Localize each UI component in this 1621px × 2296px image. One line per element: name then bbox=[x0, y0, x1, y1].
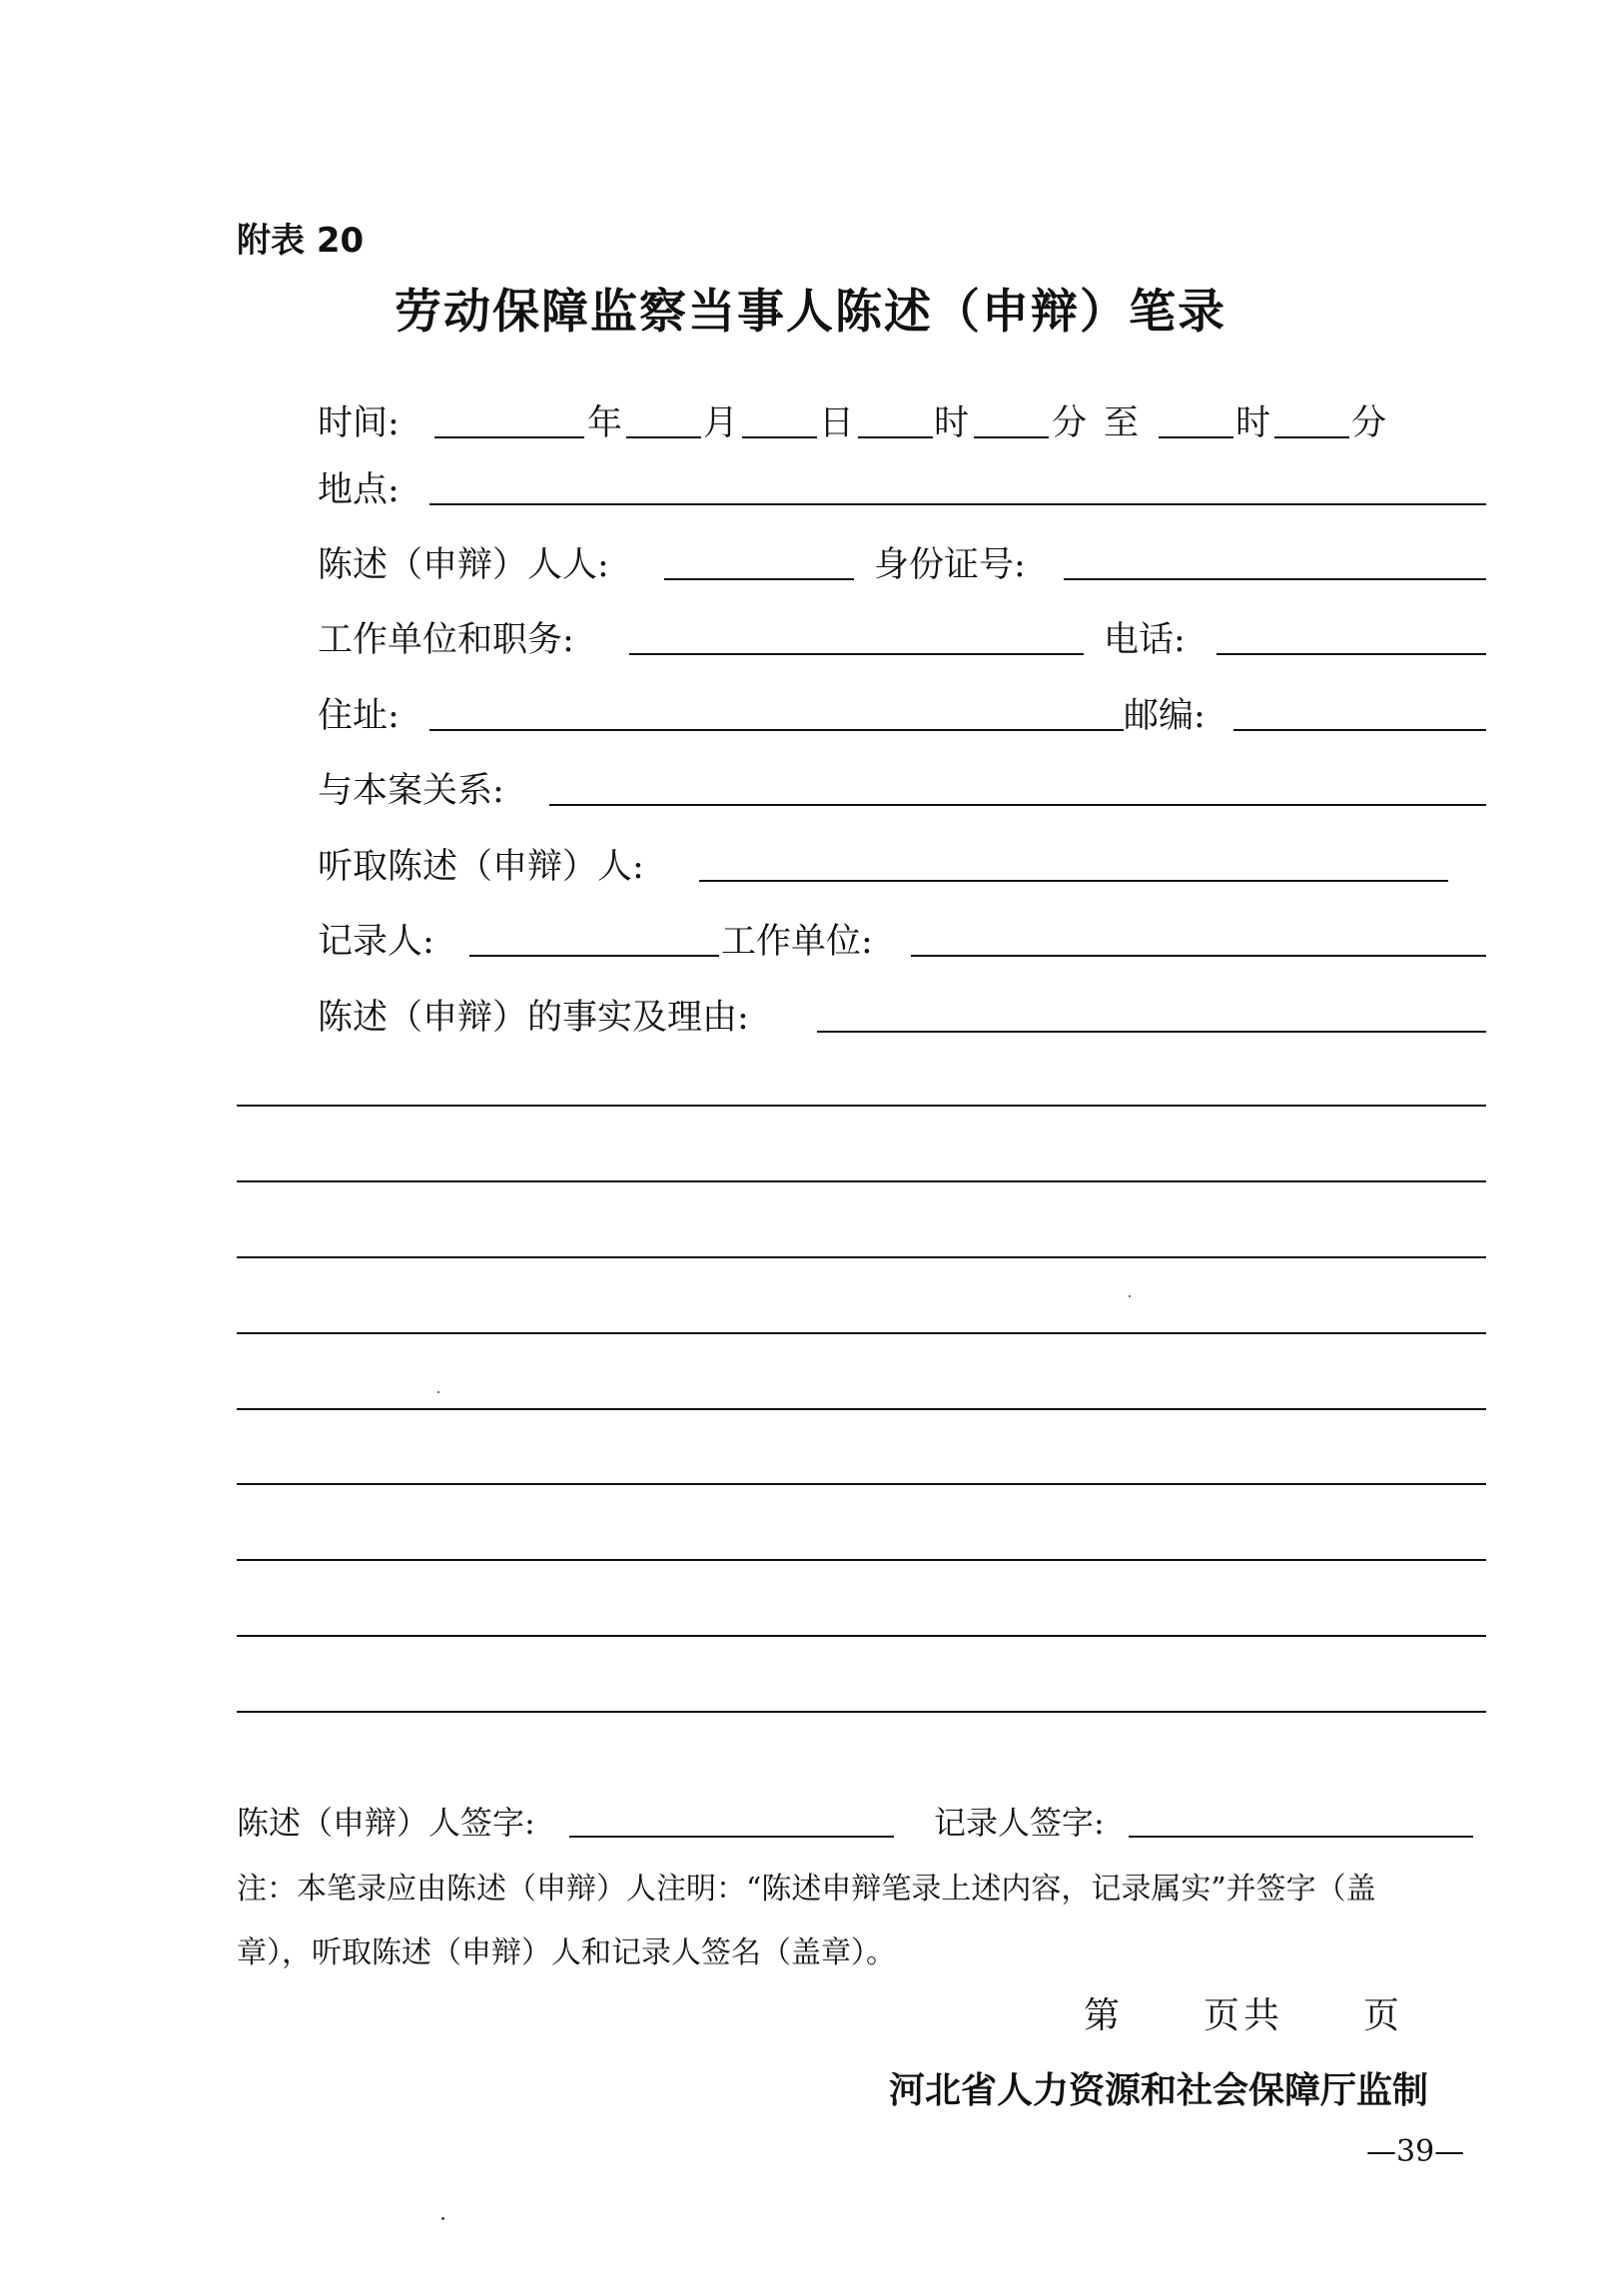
address-label: 住址: bbox=[318, 696, 400, 736]
recorder-field[interactable] bbox=[469, 955, 719, 957]
recorder-label: 记录人: bbox=[318, 922, 434, 962]
day-field[interactable] bbox=[742, 436, 817, 438]
hour2-field[interactable] bbox=[1159, 436, 1233, 438]
writing-line[interactable] bbox=[237, 1635, 1486, 1637]
day-label: 日 bbox=[819, 403, 855, 443]
form-title: 劳动保障监察当事人陈述（申辩）笔录 bbox=[395, 285, 1226, 340]
address-field[interactable] bbox=[429, 729, 1124, 731]
writing-line[interactable] bbox=[237, 1711, 1486, 1713]
speaker-signature-field[interactable] bbox=[569, 1836, 894, 1838]
scan-speck bbox=[1129, 1295, 1131, 1297]
appendix-label: 附表 20 bbox=[237, 221, 365, 261]
pagination: 第 页共 页 bbox=[1084, 1995, 1404, 2036]
id-number-field[interactable] bbox=[1064, 578, 1486, 580]
speaker-field[interactable] bbox=[664, 578, 854, 580]
listener-field[interactable] bbox=[699, 880, 1448, 882]
to-label: 至 bbox=[1104, 403, 1140, 443]
issuer-footer: 河北省人力资源和社会保障厅监制 bbox=[889, 2070, 1429, 2111]
speaker-label: 陈述（申辩）人人: bbox=[318, 545, 609, 585]
relation-label: 与本案关系: bbox=[318, 771, 504, 811]
minute-field[interactable] bbox=[974, 436, 1049, 438]
recorder-unit-field[interactable] bbox=[911, 955, 1486, 957]
writing-line[interactable] bbox=[237, 1180, 1486, 1182]
listener-label: 听取陈述（申辩）人: bbox=[318, 847, 644, 887]
note-line-1: 注：本笔录应由陈述（申辩）人注明：“陈述申辩笔录上述内容，记录属实”并签字（盖 bbox=[237, 1872, 1376, 1907]
writing-line[interactable] bbox=[237, 1105, 1486, 1107]
place-label: 地点: bbox=[318, 470, 400, 510]
hour-label: 时 bbox=[934, 403, 970, 443]
facts-field[interactable] bbox=[817, 1031, 1486, 1033]
writing-line[interactable] bbox=[237, 1332, 1486, 1334]
minute-label: 分 bbox=[1052, 403, 1088, 443]
note-line-2: 章），听取陈述（申辩）人和记录人签名（盖章）。 bbox=[237, 1935, 896, 1970]
time-label: 时间: bbox=[318, 403, 400, 443]
hour2-label: 时 bbox=[1235, 403, 1271, 443]
work-field[interactable] bbox=[629, 653, 1084, 655]
year-label: 年 bbox=[587, 403, 623, 443]
phone-field[interactable] bbox=[1216, 653, 1486, 655]
recorder-signature-field[interactable] bbox=[1129, 1836, 1473, 1838]
recorder-unit-label: 工作单位: bbox=[721, 922, 873, 962]
scan-speck bbox=[441, 2217, 444, 2220]
writing-line[interactable] bbox=[237, 1559, 1486, 1561]
writing-line[interactable] bbox=[237, 1408, 1486, 1410]
recorder-signature-label: 记录人签字: bbox=[934, 1804, 1105, 1842]
id-number-label: 身份证号: bbox=[874, 545, 1026, 585]
month-field[interactable] bbox=[626, 436, 701, 438]
writing-line[interactable] bbox=[237, 1256, 1486, 1258]
hour-field[interactable] bbox=[858, 436, 933, 438]
postcode-label: 邮编: bbox=[1124, 696, 1206, 736]
relation-field[interactable] bbox=[549, 804, 1486, 806]
scan-speck bbox=[437, 1391, 439, 1393]
minute2-label: 分 bbox=[1351, 403, 1387, 443]
place-field[interactable] bbox=[429, 503, 1486, 505]
facts-label: 陈述（申辩）的事实及理由: bbox=[318, 998, 749, 1038]
writing-line[interactable] bbox=[237, 1483, 1486, 1485]
phone-label: 电话: bbox=[1104, 620, 1186, 660]
speaker-signature-label: 陈述（申辩）人签字: bbox=[237, 1804, 535, 1842]
year-field[interactable] bbox=[434, 436, 584, 438]
work-label: 工作单位和职务: bbox=[318, 620, 574, 660]
month-label: 月 bbox=[703, 403, 739, 443]
minute2-field[interactable] bbox=[1274, 436, 1349, 438]
page-number: —39— bbox=[1366, 2134, 1465, 2169]
postcode-field[interactable] bbox=[1233, 729, 1486, 731]
